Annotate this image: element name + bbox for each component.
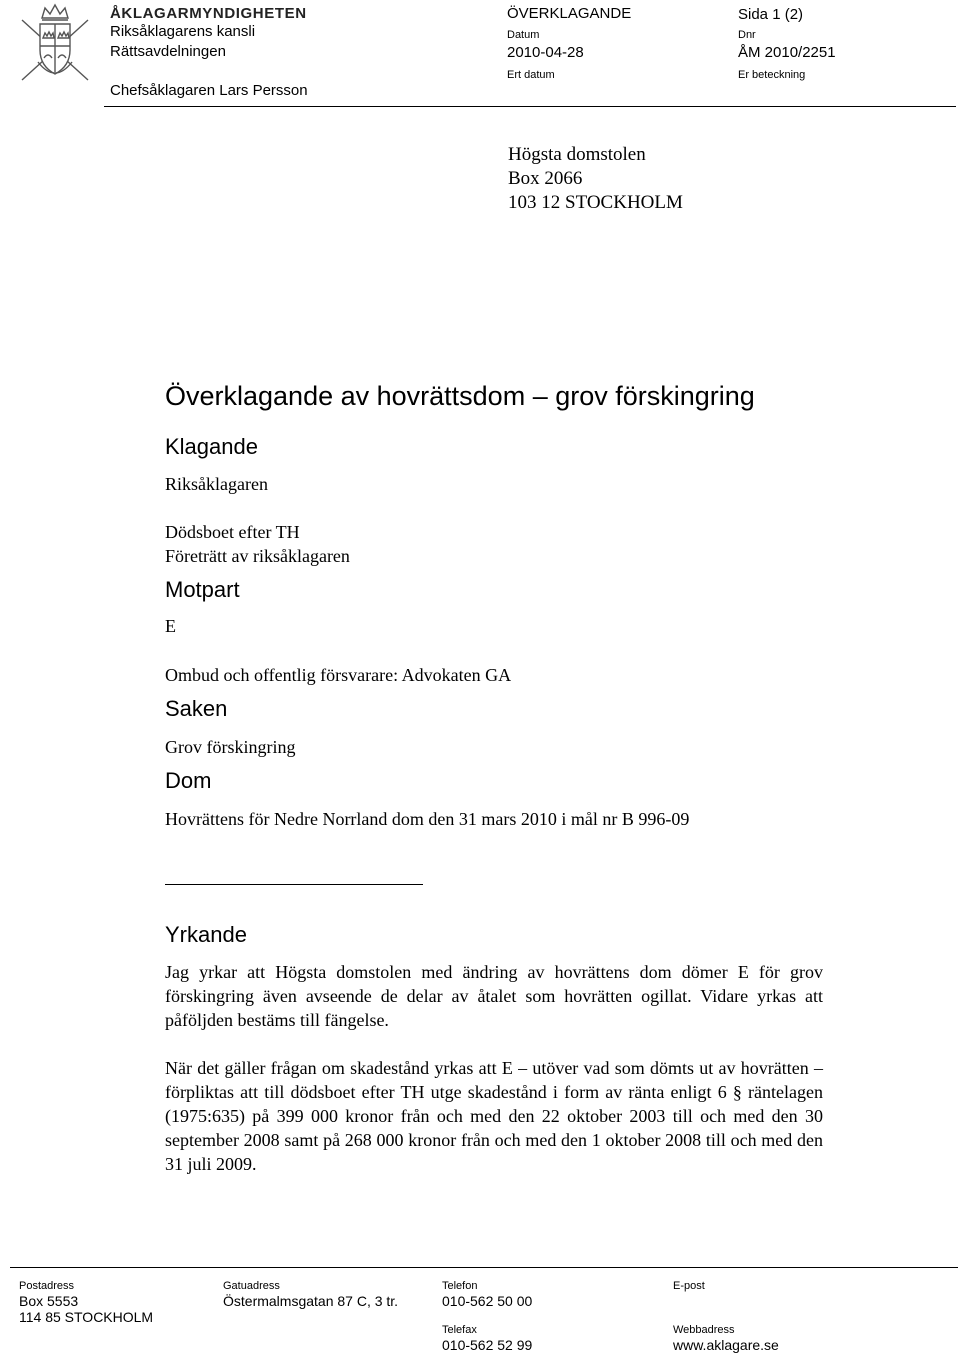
klagande-line-2: Dödsboet efter TH: [165, 522, 300, 542]
department-name: Rättsavdelningen: [110, 43, 226, 60]
gatuadress-line-1: Östermalmsgatan 87 C, 3 tr.: [223, 1293, 399, 1309]
yrkande-paragraph-1: Jag yrkar att Högsta domstolen med ändring av hovrättens dom dömer E för grov förskingring även avseende de delar av åtalet som hovrätten ogillat. Vidare yrkas att påföljden bestäms till fängelse.: [165, 962, 823, 1030]
webbadress-link[interactable]: www.aklagare.se: [673, 1337, 779, 1353]
gatuadress-label: Gatuadress: [223, 1280, 280, 1292]
header-divider: [104, 106, 956, 107]
document-title: Överklagande av hovrättsdom – grov förskingring: [165, 381, 755, 411]
signatory: Chefsåklagaren Lars Persson: [110, 82, 308, 99]
saken-heading: Saken: [165, 696, 228, 721]
telefax-label: Telefax: [442, 1324, 477, 1336]
telefon-value: 010-562 50 00: [442, 1293, 533, 1309]
date-label: Datum: [507, 29, 540, 41]
motpart-line-2: Ombud och offentlig försvarare: Advokaten GA: [165, 665, 512, 685]
postadress-line-1: Box 5553: [19, 1293, 79, 1309]
klagande-heading: Klagande: [165, 434, 258, 459]
yrkande-paragraph-2: När det gäller frågan om skadestånd yrkas att E – utöver vad som dömts ut av hovrätten – förpliktas att till dödsboet efter TH utge skadestånd i form av ränta enligt 6 § räntelagen (1975:635) på 399 000 kronor från och med den 22 oktober 2003 till och med den 30 september 2008 samt på 268 000 kronor från och med den 1 oktober 2008 till och med den 31 juli 2009.: [165, 1058, 823, 1174]
epost-label: E-post: [673, 1280, 705, 1292]
page-number: Sida 1 (2): [738, 6, 804, 23]
motpart-heading: Motpart: [165, 577, 240, 602]
dom-text: Hovrättens för Nedre Norrland dom den 31 mars 2010 i mål nr B 996-09: [165, 809, 690, 829]
recipient-line-2: Box 2066: [508, 168, 583, 189]
document-type: ÖVERKLAGANDE: [507, 5, 632, 22]
motpart-line-1: E: [165, 616, 176, 636]
footer-divider: [10, 1267, 958, 1268]
swedish-crest-icon: [14, 2, 96, 86]
klagande-line-1: Riksåklagaren: [165, 474, 268, 494]
saken-line-1: Grov förskingring: [165, 737, 296, 757]
dnr-value: ÅM 2010/2251: [738, 44, 836, 61]
webbadress-label: Webbadress: [673, 1324, 735, 1336]
dnr-label: Dnr: [738, 29, 756, 41]
dom-heading: Dom: [165, 768, 212, 793]
telefon-label: Telefon: [442, 1280, 478, 1292]
office-name: Riksåklagarens kansli: [110, 23, 256, 40]
recipient-line-1: Högsta domstolen: [508, 144, 646, 165]
yrkande-heading: Yrkande: [165, 922, 247, 947]
klagande-line-3: Företrätt av riksåklagaren: [165, 546, 350, 566]
recipient-line-3: 103 12 STOCKHOLM: [508, 192, 683, 213]
postadress-label: Postadress: [19, 1280, 75, 1292]
date-value: 2010-04-28: [507, 44, 584, 61]
er-beteckning-label: Er beteckning: [738, 69, 806, 81]
agency-name: ÅKLAGARMYNDIGHETEN: [110, 5, 307, 22]
ert-datum-label: Ert datum: [507, 69, 555, 81]
section-divider: [165, 884, 423, 885]
postadress-line-2: 114 85 STOCKHOLM: [19, 1309, 154, 1325]
telefax-value: 010-562 52 99: [442, 1337, 533, 1353]
